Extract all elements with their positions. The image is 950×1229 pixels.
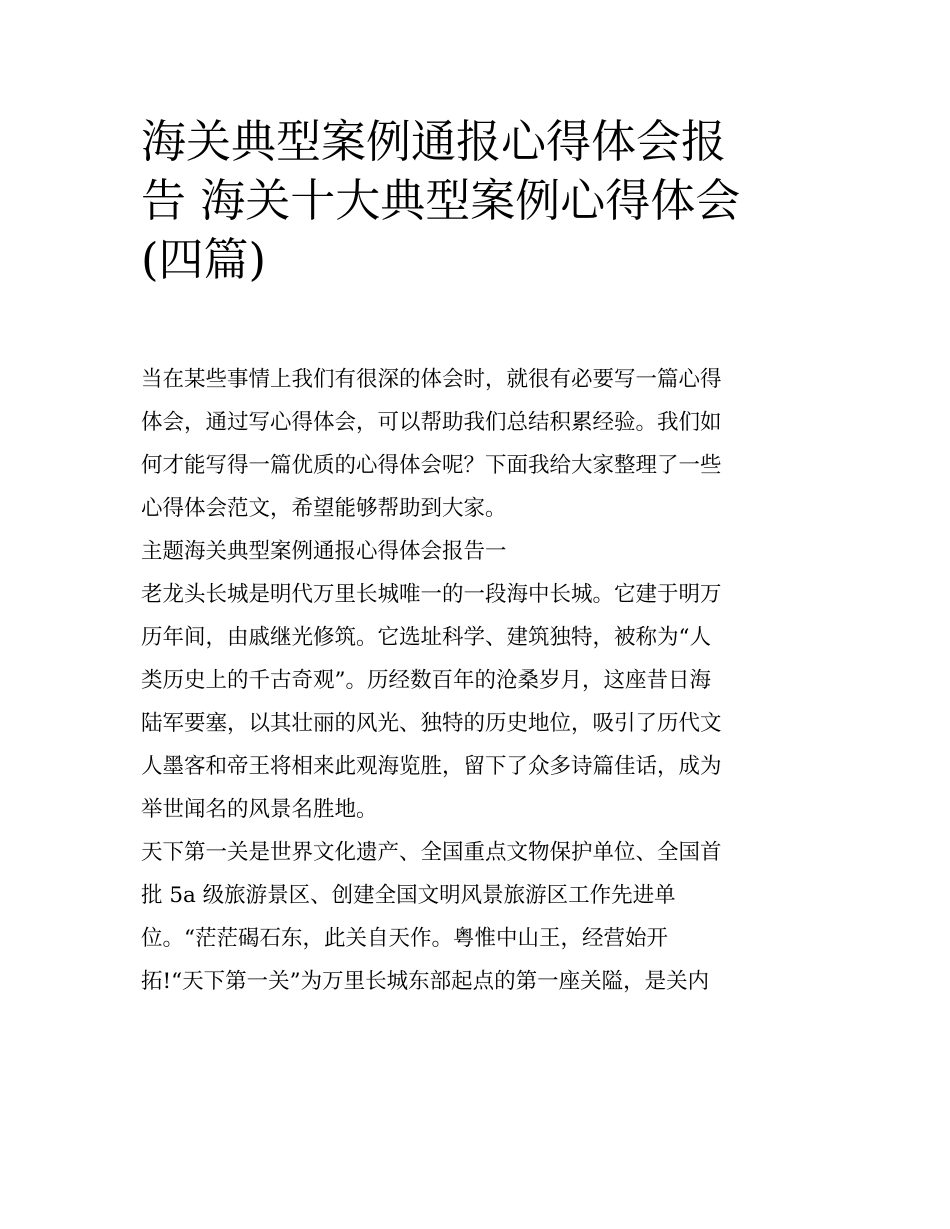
paragraph-line: 举世闻名的风景名胜地。 <box>141 797 378 822</box>
title-line: 海关典型案例通报心得体会报 <box>141 115 727 168</box>
intro-line: 当在某些事情上我们有很深的体会时，就很有必要写一篇心得 <box>141 367 722 392</box>
document-title <box>141 112 821 289</box>
document-body <box>141 358 821 1003</box>
paragraph-line: 历年间，由戚继光修筑。它选址科学、建筑独特，被称为“人 <box>141 625 711 650</box>
paragraph-line: 类历史上的千古奇观”。历经数百年的沧桑岁月，这座昔日海 <box>141 668 711 693</box>
paragraph-line: 位。“茫茫碣石东，此关自天作。粤惟中山王，经营始开 <box>141 926 668 951</box>
paragraph-line: 老龙头长城是明代万里长城唯一的一段海中长城。它建于明万 <box>141 582 722 607</box>
title-line: (四篇) <box>141 233 267 286</box>
title-line: 告 海关十大典型案例心得体会 <box>141 174 741 227</box>
paragraph-line: 人墨客和帝王将相来此观海览胜，留下了众多诗篇佳话，成为 <box>141 754 722 779</box>
intro-line: 何才能写得一篇优质的心得体会呢？下面我给大家整理了一些 <box>141 453 722 478</box>
paragraph-line: 天下第一关是世界文化遗产、全国重点文物保护单位、全国首 <box>141 840 722 865</box>
paragraph-line: 陆军要塞，以其壮丽的风光、独特的历史地位，吸引了历代文 <box>141 711 722 736</box>
section-heading: 主题海关典型案例通报心得体会报告一 <box>141 539 507 564</box>
intro-line: 体会，通过写心得体会，可以帮助我们总结积累经验。我们如 <box>141 410 722 435</box>
paragraph-line: 批 5a 级旅游景区、创建全国文明风景旅游区工作先进单 <box>141 883 676 908</box>
paragraph-line: 拓!“天下第一关”为万里长城东部起点的第一座关隘，是关内 <box>141 969 710 994</box>
intro-line: 心得体会范文，希望能够帮助到大家。 <box>141 496 507 521</box>
